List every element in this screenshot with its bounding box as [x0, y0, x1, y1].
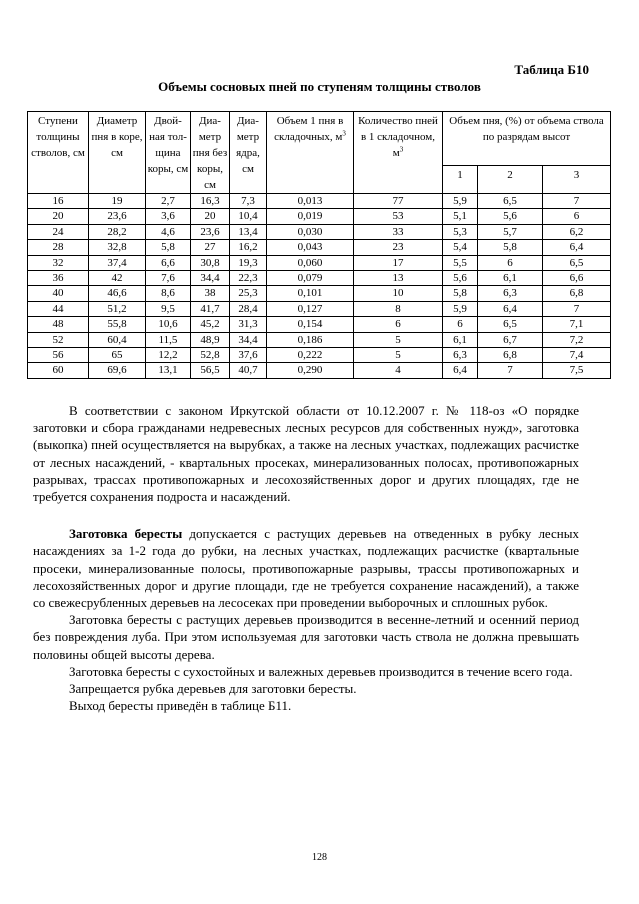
table-cell: 6,1	[478, 271, 543, 286]
table-row	[28, 194, 611, 209]
table-cell: 19,3	[230, 255, 267, 270]
table-cell: 5,6	[443, 271, 478, 286]
table-cell: 60,4	[89, 332, 146, 347]
table-cell: 23	[354, 240, 443, 255]
header-stump-diameter-no-bark: Диа-метр пня без коры, см	[191, 112, 230, 194]
table-cell: 0,222	[267, 348, 354, 363]
table-cell: 37,6	[230, 348, 267, 363]
table-cell: 69,6	[89, 363, 146, 378]
table-row	[28, 348, 611, 363]
paragraph-prohibition: Запрещается рубка деревьев для заготовки бересты.	[69, 681, 357, 697]
table-cell: 0,101	[267, 286, 354, 301]
paragraph-growing-trees: Заготовка бересты с растущих деревьев производится в весенне-летний и осенний период без повреждения луба. При этом используемая для заготовки часть ствола не должна превышать половины общей высоты дерева.	[33, 612, 579, 662]
table-row	[28, 286, 611, 301]
table-cell: 6,4	[543, 240, 611, 255]
table-cell: 24	[28, 224, 89, 239]
table-cell: 56	[28, 348, 89, 363]
header-stump-count: Количество пней в 1 складочном, $м^3$	[354, 112, 443, 194]
table-cell: 4	[354, 363, 443, 378]
table-cell: 60	[28, 363, 89, 378]
table-cell: 55,8	[89, 317, 146, 332]
table-cell: 6,5	[478, 194, 543, 209]
table-cell: 6,5	[478, 317, 543, 332]
table-label: Таблица Б10	[514, 62, 589, 77]
table-cell: 7	[543, 194, 611, 209]
table-cell: 52	[28, 332, 89, 347]
table-cell: 7	[543, 301, 611, 316]
header-trunk-class: Ступени толщины стволов, см	[28, 112, 89, 194]
table-cell: 6,7	[478, 332, 543, 347]
table-cell: 5,5	[443, 255, 478, 270]
table-row	[28, 240, 611, 255]
header-double-bark-thickness: Двой-ная тол-щина коры, см	[146, 112, 191, 194]
table-cell: 33	[354, 224, 443, 239]
table-cell: 6,1	[443, 332, 478, 347]
table-cell: 5,3	[443, 224, 478, 239]
table-cell: 10,4	[230, 209, 267, 224]
header-height-class-3: 3	[543, 165, 611, 193]
table-cell: 6,3	[478, 286, 543, 301]
table-cell: 2,7	[146, 194, 191, 209]
table-cell: 19	[89, 194, 146, 209]
table-cell: 6	[543, 209, 611, 224]
header-stump-diameter-bark: Диаметр пня в коре, см	[89, 112, 146, 194]
table-cell: 28	[28, 240, 89, 255]
birch-bark-heading: Заготовка бересты	[69, 526, 183, 542]
table-cell: 7,2	[543, 332, 611, 347]
table-cell: 40,7	[230, 363, 267, 378]
table-cell: 6,8	[543, 286, 611, 301]
header-stump-volume: Объем 1 пня в складочных, $м^3$	[267, 112, 354, 194]
table-row	[28, 224, 611, 239]
table-cell: 56,5	[191, 363, 230, 378]
table-cell: 13,4	[230, 224, 267, 239]
table-cell: 6	[354, 317, 443, 332]
table-cell: 9,5	[146, 301, 191, 316]
table-cell: 0,154	[267, 317, 354, 332]
table-cell: 0,043	[267, 240, 354, 255]
table-cell: 4,6	[146, 224, 191, 239]
stump-volume-table	[27, 111, 611, 379]
table-cell: 44	[28, 301, 89, 316]
table-cell: 23,6	[89, 209, 146, 224]
header-volume-percent: Объем пня, (%) от объема ствола по разрядам высот	[443, 112, 611, 166]
table-cell: 23,6	[191, 224, 230, 239]
table-cell: 7,4	[543, 348, 611, 363]
header-height-class-2: 2	[478, 165, 543, 193]
table-cell: 13,1	[146, 363, 191, 378]
table-cell: 0,060	[267, 255, 354, 270]
table-cell: 6,4	[478, 301, 543, 316]
paragraph-birch-bark: Заготовка бересты допускается с растущих деревьев на отведенных в рубку лесных насаждениях за 1-2 года до рубки, на лесных участках, подлежащих расчистке (квартальные просеки, минерализованные полосы, противопожарные разрывы, трассы противопожарных и лесохозяйственных дорог и другие площади, где не требуется сохранение насаждений), а также со свежесрубленных деревьев на лесосеках при проведении выборочных и сплошных рубок.	[33, 526, 579, 611]
table-cell: 6,5	[543, 255, 611, 270]
table-cell: 0,019	[267, 209, 354, 224]
table-cell: 37,4	[89, 255, 146, 270]
table-cell: 7,1	[543, 317, 611, 332]
table-cell: 34,4	[191, 271, 230, 286]
table-cell: 27	[191, 240, 230, 255]
table-cell: 11,5	[146, 332, 191, 347]
table-cell: 6,3	[443, 348, 478, 363]
table-cell: 3,6	[146, 209, 191, 224]
paragraph-yield-reference: Выход бересты приведён в таблице Б11.	[69, 698, 292, 714]
table-row	[28, 271, 611, 286]
table-cell: 16,3	[191, 194, 230, 209]
table-cell: 5,9	[443, 194, 478, 209]
table-cell: 20	[191, 209, 230, 224]
table-cell: 0,186	[267, 332, 354, 347]
table-cell: 6,6	[543, 271, 611, 286]
table-row	[28, 363, 611, 378]
table-cell: 0,290	[267, 363, 354, 378]
table-cell: 22,3	[230, 271, 267, 286]
table-cell: 5	[354, 348, 443, 363]
table-cell: 12,2	[146, 348, 191, 363]
table-cell: 6,6	[146, 255, 191, 270]
table-cell: 40	[28, 286, 89, 301]
table-cell: 48,9	[191, 332, 230, 347]
table-cell: 5	[354, 332, 443, 347]
table-cell: 48	[28, 317, 89, 332]
table-cell: 6,4	[443, 363, 478, 378]
table-cell: 46,6	[89, 286, 146, 301]
table-cell: 16,2	[230, 240, 267, 255]
table-row	[28, 209, 611, 224]
table-cell: 7	[478, 363, 543, 378]
table-cell: 0,127	[267, 301, 354, 316]
table-cell: 6,2	[543, 224, 611, 239]
table-cell: 8	[354, 301, 443, 316]
table-cell: 5,7	[478, 224, 543, 239]
table-row	[28, 255, 611, 270]
table-cell: 25,3	[230, 286, 267, 301]
table-cell: 34,4	[230, 332, 267, 347]
table-cell: 65	[89, 348, 146, 363]
table-cell: 5,1	[443, 209, 478, 224]
table-row	[28, 317, 611, 332]
table-cell: 77	[354, 194, 443, 209]
table-cell: 30,8	[191, 255, 230, 270]
table-cell: 10,6	[146, 317, 191, 332]
table-cell: 13	[354, 271, 443, 286]
header-core-diameter: Диа-метр ядра, см	[230, 112, 267, 194]
header-height-class-1: 1	[443, 165, 478, 193]
table-cell: 45,2	[191, 317, 230, 332]
table-row	[28, 301, 611, 316]
table-cell: 20	[28, 209, 89, 224]
table-cell: 6,8	[478, 348, 543, 363]
table-cell: 5,8	[146, 240, 191, 255]
table-cell: 6	[443, 317, 478, 332]
table-cell: 16	[28, 194, 89, 209]
page-number: 128	[312, 852, 327, 863]
table-cell: 0,030	[267, 224, 354, 239]
table-cell: 32	[28, 255, 89, 270]
paragraph-dead-trees: Заготовка бересты с сухостойных и валежных деревьев производится в течение всего года.	[69, 663, 573, 679]
table-cell: 31,3	[230, 317, 267, 332]
table-title: Объемы сосновых пней по ступеням толщины стволов	[158, 79, 481, 94]
table-cell: 53	[354, 209, 443, 224]
table-cell: 36	[28, 271, 89, 286]
table-cell: 7,6	[146, 271, 191, 286]
table-cell: 10	[354, 286, 443, 301]
table-cell: 5,4	[443, 240, 478, 255]
table-cell: 0,079	[267, 271, 354, 286]
body-text	[33, 402, 579, 714]
table-cell: 38	[191, 286, 230, 301]
table-cell: 32,8	[89, 240, 146, 255]
table-cell: 17	[354, 255, 443, 270]
paragraph-stumps: В соответствии с законом Иркутской области от 10.12.2007 г. № 118-оз «О порядке заготовки и сбора гражданами недревесных лесных ресурсов для собственных нужд», заготовка (выкопка) пней осуществляется на вырубках, а также на лесных участках, подлежащих расчистке от лесных насаждений, - квартальных просеках, минерализованных полосах, противопожарных разрывах, трассах противопожарных и лесохозяйственных дорог и других площадях, где не требуется сохранения подроста и насаждений.	[33, 403, 579, 505]
table-cell: 0,013	[267, 194, 354, 209]
table-cell: 28,4	[230, 301, 267, 316]
table-cell: 6	[478, 255, 543, 270]
table-cell: 5,8	[443, 286, 478, 301]
table-cell: 8,6	[146, 286, 191, 301]
table-cell: 7,5	[543, 363, 611, 378]
table-row	[28, 332, 611, 347]
table-cell: 7,3	[230, 194, 267, 209]
table-cell: 5,6	[478, 209, 543, 224]
table-cell: 28,2	[89, 224, 146, 239]
table-cell: 51,2	[89, 301, 146, 316]
table-cell: 42	[89, 271, 146, 286]
table-cell: 52,8	[191, 348, 230, 363]
table-cell: 5,9	[443, 301, 478, 316]
table-cell: 41,7	[191, 301, 230, 316]
table-cell: 5,8	[478, 240, 543, 255]
